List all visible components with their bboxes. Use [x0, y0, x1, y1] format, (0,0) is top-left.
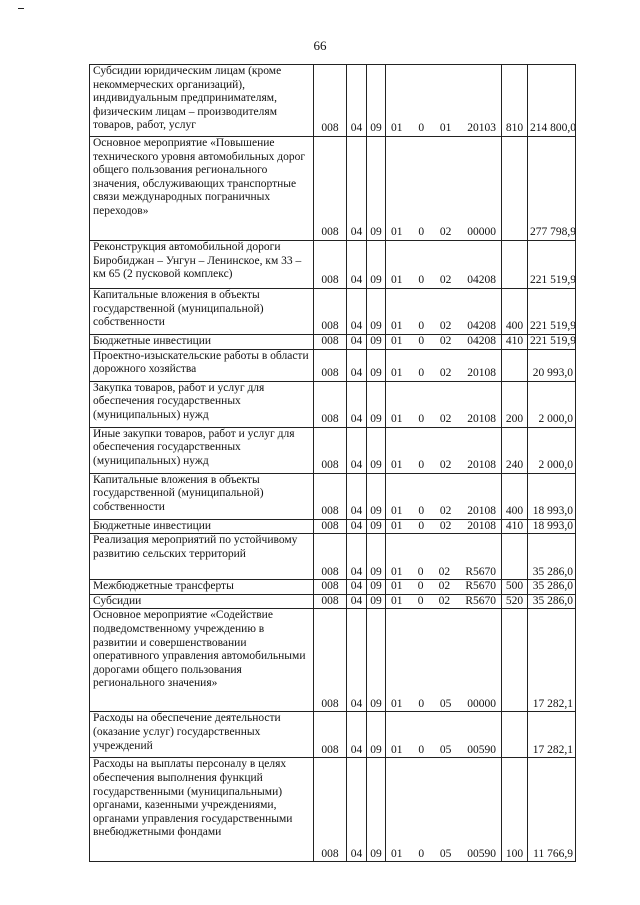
- amount-cell: [528, 65, 576, 137]
- t3-value: 05: [439, 847, 452, 860]
- vr-value: 240: [505, 459, 524, 471]
- grbs-value: 008: [321, 505, 339, 517]
- row-name: Межбюджетные трансферты: [93, 580, 234, 593]
- t4-value: 20108: [467, 519, 496, 532]
- subsection-cell: [367, 580, 386, 595]
- grbs-cell: [314, 609, 347, 712]
- amount-cell: [528, 137, 576, 241]
- expense-type-cell: [502, 534, 528, 580]
- row-name: Закупка товаров, работ и услуг для обеспечения государственных (муниципальных) нужд: [93, 381, 265, 421]
- expense-type-cell: [502, 137, 528, 241]
- t4-value: 00590: [467, 847, 496, 860]
- subsection-cell: [367, 335, 386, 350]
- table-row: [90, 137, 576, 241]
- pr-value: 09: [370, 565, 382, 578]
- row-name-cell: [90, 349, 314, 381]
- expense-type-cell: [502, 335, 528, 350]
- t4-value: 04208: [467, 335, 496, 347]
- grbs-cell: [314, 137, 347, 241]
- expense-type-cell: [502, 473, 528, 519]
- grbs-value: 008: [321, 274, 339, 287]
- target-article-cell: [386, 758, 502, 862]
- subsection-cell: [367, 609, 386, 712]
- grbs-cell: [314, 427, 347, 473]
- expense-type-cell: [502, 594, 528, 609]
- target-article-cell: [386, 534, 502, 580]
- rz-value: 04: [350, 565, 363, 578]
- amount-cell: [528, 519, 576, 534]
- amount-value: 214 800,0: [530, 122, 576, 135]
- t1-value: 01: [391, 565, 403, 578]
- grbs-cell: [314, 473, 347, 519]
- grbs-value: 008: [321, 519, 339, 532]
- amount-value: 2 000,0: [538, 413, 573, 425]
- table-row: [90, 758, 576, 862]
- row-name-cell: [90, 137, 314, 241]
- pr-value: 09: [370, 743, 382, 756]
- expense-type-cell: [502, 427, 528, 473]
- section-cell: [347, 609, 367, 712]
- t4-value: 20103: [467, 122, 496, 135]
- t4-value: 04208: [467, 320, 496, 333]
- section-cell: [347, 381, 367, 427]
- expense-type-cell: [502, 519, 528, 534]
- t3-value: 02: [439, 413, 452, 425]
- section-cell: [347, 594, 367, 609]
- expense-type-cell: [502, 289, 528, 335]
- table-row: [90, 609, 576, 712]
- target-article-cell: [386, 427, 502, 473]
- subsection-cell: [367, 289, 386, 335]
- amount-cell: [528, 427, 576, 473]
- pr-value: 09: [370, 580, 382, 593]
- row-name: Проектно-изыскательские работы в области дорожного хозяйства: [93, 349, 309, 376]
- table-row: [90, 335, 576, 350]
- subsection-cell: [367, 241, 386, 289]
- t2-value: 0: [417, 580, 424, 593]
- t1-value: 01: [391, 505, 403, 517]
- amount-value: 35 286,0: [532, 594, 573, 607]
- rz-value: 04: [350, 122, 363, 135]
- target-article-cell: [386, 137, 502, 241]
- row-name-cell: [90, 289, 314, 335]
- table-row: [90, 289, 576, 335]
- expense-type-cell: [502, 65, 528, 137]
- grbs-value: 008: [321, 367, 339, 379]
- row-name-cell: [90, 381, 314, 427]
- section-cell: [347, 580, 367, 595]
- row-name-cell: [90, 609, 314, 712]
- expense-type-cell: [502, 609, 528, 712]
- t1-value: 01: [391, 335, 403, 347]
- subsection-cell: [367, 381, 386, 427]
- t3-value: 02: [439, 519, 452, 532]
- amount-value: 221 519,9: [530, 335, 576, 347]
- pr-value: 09: [370, 697, 382, 710]
- table-row: [90, 427, 576, 473]
- section-cell: [347, 473, 367, 519]
- subsection-cell: [367, 519, 386, 534]
- amount-cell: [528, 609, 576, 712]
- row-name-cell: [90, 519, 314, 534]
- grbs-cell: [314, 758, 347, 862]
- t2-value: 0: [418, 122, 425, 135]
- t3-value: 02: [439, 335, 452, 347]
- t3-value: 05: [439, 697, 452, 710]
- t3-value: 02: [438, 594, 451, 607]
- t3-value: 02: [439, 226, 452, 239]
- row-name: Основное мероприятие «Повышение технического уровня автомобильных дорог общего пользования регионального значения, обслуживающих транспортные связи международных пограничных переходов»: [93, 137, 306, 217]
- grbs-cell: [314, 381, 347, 427]
- table-row: [90, 580, 576, 595]
- table-row: [90, 594, 576, 609]
- amount-value: 18 993,0: [532, 505, 573, 517]
- t3-value: 01: [439, 122, 452, 135]
- pr-value: 09: [370, 335, 382, 347]
- t2-value: 0: [418, 320, 425, 333]
- expense-type-cell: [502, 241, 528, 289]
- rz-value: 04: [350, 320, 363, 333]
- t1-value: 01: [391, 847, 403, 860]
- t2-value: 0: [418, 519, 425, 532]
- t1-value: 01: [391, 459, 403, 471]
- rz-value: 04: [350, 335, 363, 347]
- t2-value: 0: [418, 743, 425, 756]
- row-name: Реконструкция автомобильной дороги Биробиджан – Унгун – Ленинское, км 33 – км 65 (2 пусковой комплекс): [93, 241, 302, 281]
- target-article-cell: [386, 594, 502, 609]
- row-name-cell: [90, 712, 314, 758]
- pr-value: 09: [370, 519, 382, 532]
- grbs-cell: [314, 519, 347, 534]
- t2-value: 0: [418, 274, 425, 287]
- vr-value: 400: [505, 505, 524, 517]
- t4-value: 20108: [467, 459, 496, 471]
- rz-value: 04: [350, 743, 363, 756]
- row-name-cell: [90, 335, 314, 350]
- amount-value: 35 286,0: [532, 565, 573, 578]
- amount-cell: [528, 580, 576, 595]
- section-cell: [347, 137, 367, 241]
- target-article-cell: [386, 609, 502, 712]
- vr-value: 100: [505, 847, 524, 860]
- row-name: Основное мероприятие «Содействие подведомственному учреждению в развитии и совершенствовании оперативного управления автомобильными дорогами общего пользования регионального значения»: [93, 609, 306, 690]
- amount-cell: [528, 473, 576, 519]
- amount-cell: [528, 289, 576, 335]
- t4-value: 20108: [467, 505, 496, 517]
- row-name-cell: [90, 65, 314, 137]
- row-name: Бюджетные инвестиции: [93, 335, 212, 347]
- table-row: [90, 712, 576, 758]
- t1-value: 01: [391, 320, 403, 333]
- t1-value: 01: [391, 413, 403, 425]
- vr-value: 520: [505, 594, 524, 607]
- section-cell: [347, 65, 367, 137]
- rz-value: 04: [350, 413, 363, 425]
- table-row: [90, 381, 576, 427]
- amount-cell: [528, 594, 576, 609]
- rz-value: 04: [350, 459, 363, 471]
- amount-value: 221 519,9: [530, 274, 576, 287]
- t4-value: 04208: [467, 274, 496, 287]
- section-cell: [347, 335, 367, 350]
- t3-value: 02: [438, 580, 451, 593]
- grbs-cell: [314, 712, 347, 758]
- amount-cell: [528, 381, 576, 427]
- pr-value: 09: [370, 226, 382, 239]
- subsection-cell: [367, 594, 386, 609]
- t3-value: 02: [439, 274, 452, 287]
- t2-value: 0: [418, 847, 425, 860]
- t2-value: 0: [418, 697, 425, 710]
- rz-value: 04: [350, 274, 363, 287]
- scan-mark: [18, 8, 24, 9]
- section-cell: [347, 519, 367, 534]
- t2-value: 0: [417, 565, 424, 578]
- t2-value: 0: [418, 226, 425, 239]
- amount-value: 2 000,0: [538, 459, 573, 471]
- grbs-value: 008: [321, 847, 339, 860]
- pr-value: 09: [370, 320, 382, 333]
- subsection-cell: [367, 427, 386, 473]
- subsection-cell: [367, 65, 386, 137]
- vr-value: 500: [505, 580, 524, 593]
- amount-value: 17 282,1: [532, 697, 573, 710]
- target-article-cell: [386, 65, 502, 137]
- table-row: [90, 349, 576, 381]
- amount-value: 221 519,9: [530, 320, 576, 333]
- grbs-cell: [314, 534, 347, 580]
- t2-value: 0: [418, 335, 425, 347]
- target-article-cell: [386, 580, 502, 595]
- t1-value: 01: [391, 580, 403, 593]
- t2-value: 0: [418, 459, 425, 471]
- section-cell: [347, 289, 367, 335]
- row-name: Иные закупки товаров, работ и услуг для обеспечения государственных (муниципальных) нужд: [93, 427, 295, 467]
- row-name: Реализация мероприятий по устойчивому развитию сельских территорий: [93, 534, 298, 560]
- grbs-value: 008: [321, 122, 339, 135]
- section-cell: [347, 712, 367, 758]
- rz-value: 04: [350, 594, 363, 607]
- pr-value: 09: [370, 459, 382, 471]
- t4-value: 00590: [467, 743, 496, 756]
- t1-value: 01: [391, 274, 403, 287]
- vr-value: 200: [505, 413, 524, 425]
- vr-value: 810: [505, 122, 524, 135]
- section-cell: [347, 427, 367, 473]
- vr-value: 410: [505, 335, 524, 347]
- table-row: [90, 473, 576, 519]
- rz-value: 04: [350, 847, 363, 860]
- grbs-cell: [314, 580, 347, 595]
- amount-value: 277 798,9: [530, 226, 576, 239]
- target-article-cell: [386, 289, 502, 335]
- t4-value: 20108: [467, 413, 496, 425]
- rz-value: 04: [350, 226, 363, 239]
- t1-value: 01: [391, 743, 403, 756]
- amount-value: 35 286,0: [532, 580, 573, 593]
- grbs-value: 008: [321, 320, 339, 333]
- rz-value: 04: [350, 367, 363, 379]
- t4-value: R5670: [465, 580, 496, 593]
- amount-cell: [528, 335, 576, 350]
- target-article-cell: [386, 335, 502, 350]
- grbs-value: 008: [321, 459, 339, 471]
- subsection-cell: [367, 473, 386, 519]
- grbs-value: 008: [321, 580, 339, 593]
- t2-value: 0: [418, 413, 425, 425]
- grbs-cell: [314, 289, 347, 335]
- expense-type-cell: [502, 349, 528, 381]
- grbs-cell: [314, 594, 347, 609]
- row-name: Субсидии юридическим лицам (кроме некоммерческих организаций), индивидуальным предпринимателям, физическим лицам – производителям товаров, работ, услуг: [93, 65, 282, 132]
- row-name-cell: [90, 534, 314, 580]
- rz-value: 04: [350, 697, 363, 710]
- row-name: Расходы на обеспечение деятельности (оказание услуг) государственных учреждений: [93, 712, 281, 752]
- t2-value: 0: [418, 505, 425, 517]
- target-article-cell: [386, 473, 502, 519]
- grbs-value: 008: [321, 743, 339, 756]
- row-name: Капитальные вложения в объекты государственной (муниципальной) собственности: [93, 289, 264, 329]
- grbs-cell: [314, 241, 347, 289]
- row-name-cell: [90, 580, 314, 595]
- table-row: [90, 519, 576, 534]
- grbs-value: 008: [321, 413, 339, 425]
- target-article-cell: [386, 381, 502, 427]
- table-row: [90, 65, 576, 137]
- expense-type-cell: [502, 381, 528, 427]
- amount-value: 17 282,1: [532, 743, 573, 756]
- row-name: Расходы на выплаты персоналу в целях обеспечения выполнения функций государственными (муниципальными) органами, казенными учреждениями, органами управления государственными внебюджетными фондами: [93, 758, 293, 839]
- t1-value: 01: [391, 122, 403, 135]
- t1-value: 01: [391, 594, 403, 607]
- target-article-cell: [386, 241, 502, 289]
- page-number: 66: [313, 38, 327, 53]
- t4-value: R5670: [465, 594, 496, 607]
- amount-cell: [528, 241, 576, 289]
- t4-value: 00000: [467, 226, 496, 239]
- pr-value: 09: [370, 847, 382, 860]
- row-name-cell: [90, 427, 314, 473]
- row-name-cell: [90, 758, 314, 862]
- amount-value: 11 766,9: [533, 847, 573, 860]
- table-row: [90, 241, 576, 289]
- t3-value: 02: [439, 505, 452, 517]
- t3-value: 02: [439, 320, 452, 333]
- row-name-cell: [90, 594, 314, 609]
- pr-value: 09: [370, 505, 382, 517]
- subsection-cell: [367, 758, 386, 862]
- t4-value: 00000: [467, 697, 496, 710]
- t1-value: 01: [391, 367, 403, 379]
- rz-value: 04: [350, 505, 363, 517]
- subsection-cell: [367, 137, 386, 241]
- amount-value: 20 993,0: [532, 367, 573, 379]
- t2-value: 0: [418, 367, 425, 379]
- grbs-cell: [314, 65, 347, 137]
- subsection-cell: [367, 712, 386, 758]
- grbs-value: 008: [321, 697, 339, 710]
- amount-cell: [528, 534, 576, 580]
- amount-cell: [528, 349, 576, 381]
- section-cell: [347, 349, 367, 381]
- expense-type-cell: [502, 580, 528, 595]
- target-article-cell: [386, 349, 502, 381]
- vr-value: 400: [505, 320, 524, 333]
- pr-value: 09: [370, 274, 382, 287]
- t2-value: 0: [417, 594, 424, 607]
- grbs-value: 008: [321, 565, 339, 578]
- row-name-cell: [90, 473, 314, 519]
- grbs-value: 008: [321, 335, 339, 347]
- pr-value: 09: [370, 594, 382, 607]
- grbs-cell: [314, 335, 347, 350]
- t1-value: 01: [391, 697, 403, 710]
- section-cell: [347, 758, 367, 862]
- t4-value: R5670: [465, 565, 496, 578]
- pr-value: 09: [370, 122, 382, 135]
- amount-cell: [528, 758, 576, 862]
- t4-value: 20108: [467, 367, 496, 379]
- budget-table: [89, 64, 576, 862]
- expense-type-cell: [502, 712, 528, 758]
- amount-cell: [528, 712, 576, 758]
- table-row: [90, 534, 576, 580]
- t1-value: 01: [391, 519, 403, 532]
- target-article-cell: [386, 519, 502, 534]
- subsection-cell: [367, 534, 386, 580]
- t1-value: 01: [391, 226, 403, 239]
- row-name: Субсидии: [93, 594, 142, 607]
- row-name: Капитальные вложения в объекты государственной (муниципальной) собственности: [93, 473, 264, 513]
- t3-value: 05: [439, 743, 452, 756]
- grbs-cell: [314, 349, 347, 381]
- amount-value: 18 993,0: [532, 519, 573, 532]
- grbs-value: 008: [321, 594, 339, 607]
- t3-value: 02: [439, 459, 452, 471]
- row-name-cell: [90, 241, 314, 289]
- pr-value: 09: [370, 413, 382, 425]
- section-cell: [347, 241, 367, 289]
- pr-value: 09: [370, 367, 382, 379]
- target-article-cell: [386, 712, 502, 758]
- expense-type-cell: [502, 758, 528, 862]
- rz-value: 04: [350, 519, 363, 532]
- rz-value: 04: [350, 580, 363, 593]
- vr-value: 410: [505, 519, 524, 532]
- t3-value: 02: [439, 367, 452, 379]
- section-cell: [347, 534, 367, 580]
- subsection-cell: [367, 349, 386, 381]
- grbs-value: 008: [321, 226, 339, 239]
- row-name: Бюджетные инвестиции: [93, 519, 212, 532]
- t3-value: 02: [438, 565, 451, 578]
